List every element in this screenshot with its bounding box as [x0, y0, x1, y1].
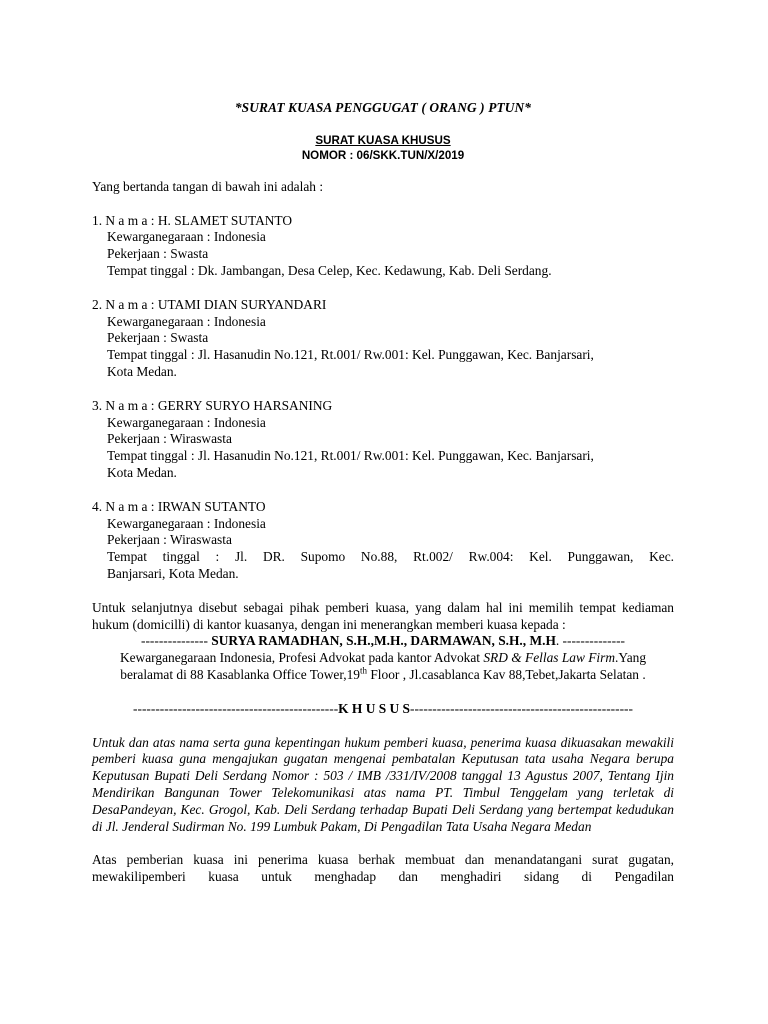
- party-3: [92, 398, 674, 482]
- dash-left: ---------------: [141, 633, 208, 649]
- party-job: Pekerjaan : Wiraswasta: [107, 431, 232, 447]
- party-address: Tempat tinggal : Jl. Hasanudin No.121, Rt.001/ Rw.001: Kel. Punggawan, Kec. Banjarsari,: [107, 448, 594, 464]
- party-address-cont: Kota Medan.: [107, 363, 177, 379]
- dash-left: ----------------------------------------------: [133, 700, 339, 716]
- party-citizenship: Kewarganegaraan : Indonesia: [107, 313, 266, 329]
- floor-superscript: th: [360, 665, 368, 676]
- party-address: Tempat tinggal : Jl. DR. Supomo No.88, Rt.002/ Rw.004: Kel. Punggawan, Kec.: [107, 549, 674, 565]
- special-power-paragraph: Untuk dan atas nama serta guna kepentingan hukum pemberi kuasa, penerima kuasa dikuasakan mewakili pemberi kuasa guna mengajukan gugatan mengenai pembatalan Keputusan tata usaha Negara berupa Keputusan Bupati Deli Serdang Nomor : 503 / IMB /331/IV/2008 tanggal 13 Agustus 2007, Tentang Ijin Mendirikan Bangunan Tower Telekomunikasi atas nama PT. Timbul Tenggelam yang terletak di DesaPandeyan, Kec. Grogol, Kab. Deli Serdang terhadap Bupati Deli Serdang yang bertempat kedudukan di Jl. Jenderal Sudirman No. 199 Lumbuk Pakam, Di Pengadilan Tata Usaha Negara Medan: [92, 734, 674, 834]
- dash-right: . --------------: [555, 633, 625, 649]
- party-job: Pekerjaan : Swasta: [107, 330, 209, 346]
- party-address-cont: Kota Medan.: [107, 464, 177, 480]
- document-number: NOMOR : 06/SKK.TUN/X/2019: [301, 148, 465, 162]
- party-citizenship: Kewarganegaraan : Indonesia: [107, 515, 266, 531]
- document-subtitle: SURAT KUASA KHUSUS: [315, 133, 451, 147]
- party-address: Tempat tinggal : Dk. Jambangan, Desa Celep, Kec. Kedawung, Kab. Deli Serdang.: [107, 262, 552, 278]
- attorney-names-line: [92, 633, 674, 650]
- party-name: 3. N a m a : GERRY SURYO HARSANING: [92, 397, 333, 413]
- law-firm-name: SRD & Fellas Law Firm: [483, 650, 616, 666]
- khusus-label: K H U S U S: [338, 700, 410, 716]
- attorney-address-text: .Yang beralamat di 88 Kasablanka Office Tower,19: [120, 650, 647, 682]
- intro-text: Yang bertanda tangan di bawah ini adalah :: [92, 178, 324, 194]
- party-4: [92, 499, 674, 583]
- attorney-address-rest: Floor , Jl.casablanca Kav 88,Tebet,Jakarta Selatan .: [367, 666, 646, 682]
- khusus-divider: [92, 701, 674, 718]
- party-2: [92, 297, 674, 381]
- party-job: Pekerjaan : Swasta: [107, 246, 209, 262]
- party-address-cont: Banjarsari, Kota Medan.: [107, 565, 239, 581]
- attorney-names: SURYA RAMADHAN, S.H.,M.H., DARMAWAN, S.H., M.H: [211, 633, 556, 649]
- party-job: Pekerjaan : Wiraswasta: [107, 532, 232, 548]
- closing-paragraph: Atas pemberian kuasa ini penerima kuasa berhak membuat dan menandatangani surat gugatan, mewakilipemberi kuasa untuk menghadap dan menghadiri sidang di Pengadilan: [92, 852, 674, 885]
- attorney-desc-text: Kewarganegaraan Indonesia, Profesi Advokat pada kantor Advokat: [119, 650, 484, 666]
- party-citizenship: Kewarganegaraan : Indonesia: [107, 229, 266, 245]
- party-address: Tempat tinggal : Jl. Hasanudin No.121, Rt.001/ Rw.001: Kel. Punggawan, Kec. Banjarsari,: [107, 347, 594, 363]
- statement-paragraph: Untuk selanjutnya disebut sebagai pihak pemberi kuasa, yang dalam hal ini memilih tempat kediaman hukum (domicilli) di kantor kuasanya, dengan ini menerangkan memberi kuasa kepada :: [92, 599, 674, 632]
- party-name: 1. N a m a : H. SLAMET SUTANTO: [92, 212, 293, 228]
- party-name: 4. N a m a : IRWAN SUTANTO: [92, 498, 266, 514]
- party-citizenship: Kewarganegaraan : Indonesia: [107, 414, 266, 430]
- dash-right: --------------------------------------------------: [409, 700, 633, 716]
- document-title: *SURAT KUASA PENGGUGAT ( ORANG ) PTUN*: [234, 100, 532, 115]
- party-1: [92, 213, 674, 280]
- party-name: 2. N a m a : UTAMI DIAN SURYANDARI: [92, 296, 327, 312]
- document-body: [92, 100, 674, 886]
- attorney-description: [92, 650, 674, 684]
